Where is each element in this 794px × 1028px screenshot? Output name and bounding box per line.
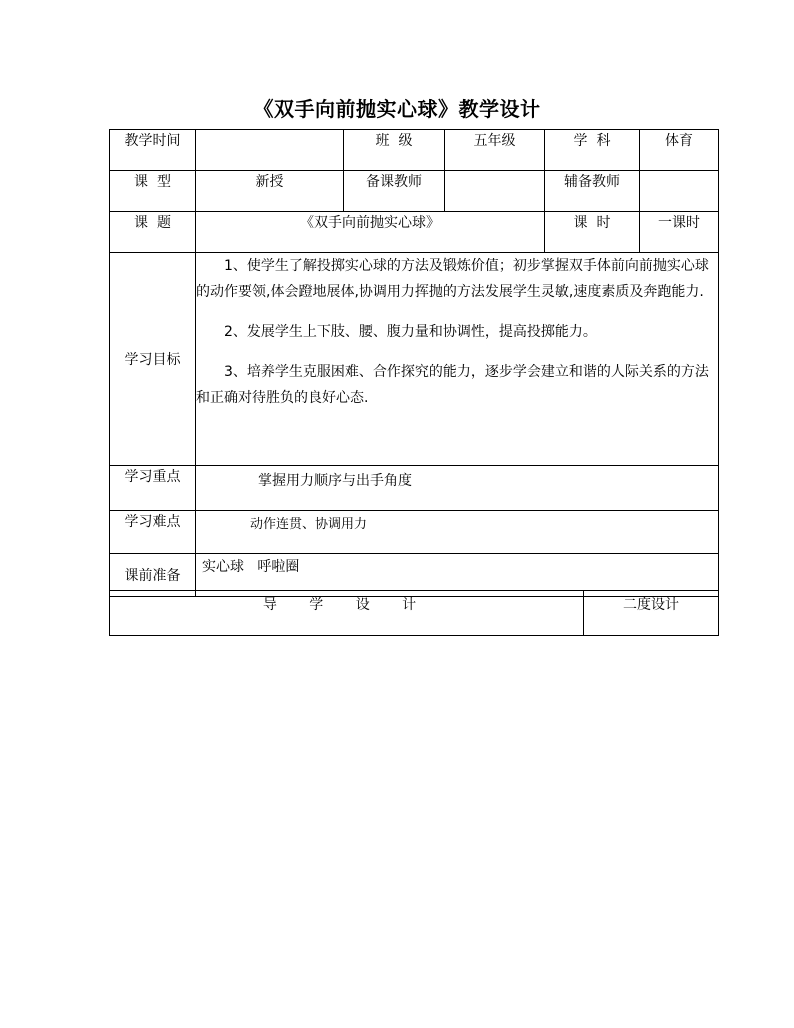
topic-label: 课 题 [110,212,196,253]
table-row [110,511,719,554]
difficulties-label: 学习难点 [110,511,196,554]
teaching-time-label: 教学时间 [110,130,196,171]
topic-value: 《双手向前抛实心球》 [196,212,545,253]
table-row [110,130,719,171]
goal-item: 1、使学生了解投掷实心球的方法及锻炼价值；初步掌握双手体前向前抛实心球的动作要领,体会蹬地展体,协调用力挥抛的方法发展学生灵敏,速度素质及奔跑能力. [196,258,709,300]
learning-goals-label: 学习目标 [110,253,196,466]
difficulties-value [196,511,719,554]
guide-design-header [110,591,584,636]
class-hours-label: 课 时 [545,212,640,253]
lesson-type-label: 课 型 [110,171,196,212]
table-row [110,212,719,253]
table-row [110,591,719,636]
second-design-label: 二度设计 [623,597,679,613]
key-points-value [196,466,719,511]
assist-teacher-label: 辅备教师 [545,171,640,212]
class-label: 班 级 [344,130,445,171]
class-value: 五年级 [445,130,545,171]
class-hours-value: 一课时 [640,212,719,253]
difficulties-text: 动作连贯、协调用力 [250,517,368,532]
table-row [110,171,719,212]
second-design-header [584,591,719,636]
preparation-label: 课前准备 [110,554,196,597]
goal-item: 2、发展学生上下肢、腰、腹力量和协调性，提高投掷能力。 [224,324,597,340]
document-title: 《双手向前抛实心球》教学设计 [253,97,541,121]
table-row [110,466,719,511]
key-points-label: 学习重点 [110,466,196,511]
goal-item: 3、培养学生克服困难、合作探究的能力，逐步学会建立和谐的人际关系的方法和正确对待胜负的良好心态. [196,364,709,406]
guide-design-table [109,590,719,636]
assist-teacher-value [640,171,719,212]
lesson-info-table [109,129,719,597]
key-points-text: 掌握用力顺序与出手角度 [258,473,412,489]
prep-teacher-label: 备课教师 [344,171,445,212]
lesson-type-value: 新授 [196,171,344,212]
learning-goals-content [196,253,719,466]
prep-teacher-value [445,171,545,212]
subject-label: 学 科 [545,130,640,171]
table-row [110,253,719,466]
preparation-text: 实心球 呼啦圈 [202,559,300,575]
subject-value: 体育 [640,130,719,171]
teaching-time-value [196,130,344,171]
guide-design-label: 导 学 设 计 [262,597,431,613]
